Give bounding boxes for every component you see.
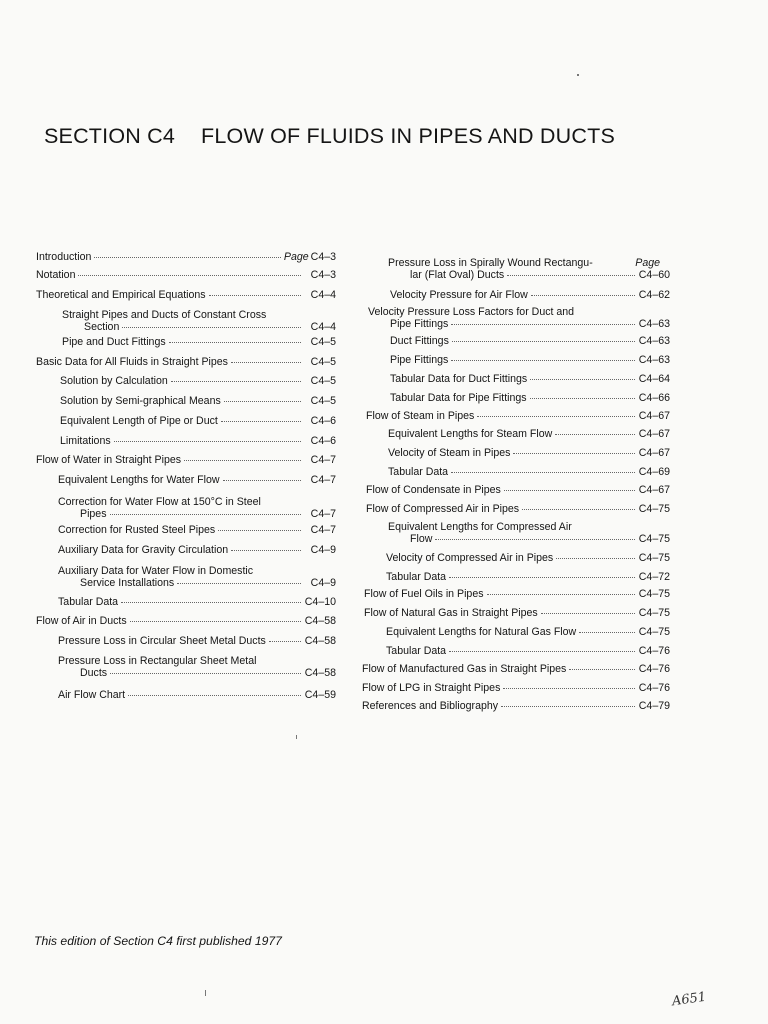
toc-entry-title: Ducts (80, 666, 108, 679)
toc-entry-title: Flow of Air in Ducts (36, 615, 127, 627)
toc-entry (360, 646, 670, 658)
dot-leader (169, 342, 301, 343)
toc-entry (360, 429, 670, 441)
toc-entry (36, 656, 336, 680)
toc-entry (360, 355, 670, 367)
dot-leader (171, 381, 301, 382)
toc-entry-title: Tabular Data (58, 596, 119, 608)
toc-entry-title: Pipe Fittings (390, 317, 449, 330)
toc-entry-page (638, 572, 670, 584)
dot-leader (507, 275, 635, 276)
toc-entry-title: Flow of Natural Gas in Straight Pipes (364, 607, 538, 619)
footer-note: This edition of Section C4 first published 1977 (34, 934, 282, 948)
page-number: C4–67 (638, 428, 670, 440)
toc-entry-page (638, 627, 670, 639)
toc-entry-title: Theoretical and Empirical Equations (36, 289, 206, 301)
dot-leader (110, 514, 302, 515)
toc-entry (36, 436, 336, 448)
toc-entry (360, 664, 670, 676)
toc-entry (36, 270, 336, 282)
scan-speck (577, 74, 579, 76)
toc-entry-page (304, 690, 336, 702)
dot-leader (130, 621, 301, 622)
page-number: C4–64 (638, 373, 670, 385)
page-number: C4–75 (638, 532, 670, 545)
toc-entry-page (304, 668, 336, 680)
toc-entry-page (304, 636, 336, 648)
toc-entry (36, 475, 336, 487)
page-number: C4–58 (304, 615, 336, 627)
toc-entry-page (304, 290, 336, 302)
toc-entry-title: Basic Data for All Fluids in Straight Pipes (36, 356, 228, 368)
toc-entry (36, 636, 336, 648)
toc-entry (36, 252, 336, 264)
toc-entry-title: Equivalent Lengths for Natural Gas Flow (386, 626, 577, 638)
toc-entry (360, 448, 670, 460)
page-number: C4–76 (638, 663, 670, 675)
toc-entry (36, 337, 336, 349)
scan-speck (296, 735, 297, 739)
page-number: C4–4 (310, 320, 336, 333)
toc-entry-title: Pressure Loss in Spirally Wound Rectangu- (388, 257, 593, 269)
toc-entry-title: Velocity of Compressed Air in Pipes (386, 552, 554, 564)
page-number: C4–59 (304, 689, 336, 701)
dot-leader (487, 594, 635, 595)
toc-entry-page (304, 578, 336, 590)
dot-leader (513, 453, 635, 454)
page-number: C4–4 (310, 289, 336, 301)
toc-entry-title: Pipes (80, 507, 107, 520)
toc-entry-page (638, 429, 670, 441)
toc-entry-page (304, 525, 336, 537)
toc-entry (360, 701, 670, 713)
toc-entry (360, 589, 670, 601)
toc-entry (36, 525, 336, 537)
toc-entry-page (638, 355, 670, 367)
toc-entry-page (638, 608, 670, 620)
toc-entry-page (638, 589, 670, 601)
page-number: C4–6 (310, 415, 336, 427)
toc-entry (36, 497, 336, 521)
dot-leader (579, 632, 635, 633)
toc-entry-title: Air Flow Chart (58, 689, 126, 701)
dot-leader (569, 669, 635, 670)
toc-entry (360, 522, 670, 546)
toc-entry-page (304, 396, 336, 408)
toc-entry-page (304, 597, 336, 609)
toc-entry-title: Introduction (36, 251, 92, 263)
page-number: C4–63 (638, 317, 670, 330)
page-number: C4–7 (310, 454, 336, 466)
dot-leader (451, 360, 635, 361)
page-number: C4–75 (638, 607, 670, 619)
toc-entry-title: Correction for Rusted Steel Pipes (58, 524, 216, 536)
toc-entry-page (284, 252, 336, 264)
toc-entry-title: Tabular Data for Duct Fittings (390, 373, 528, 385)
toc-entry-title: Tabular Data (386, 571, 447, 583)
page-number: C4–5 (310, 395, 336, 407)
toc-entry-page (638, 683, 670, 695)
page-number: C4–5 (310, 375, 336, 387)
toc-entry-title: Tabular Data for Pipe Fittings (390, 392, 527, 404)
toc-entry-page (304, 337, 336, 349)
dot-leader (452, 341, 635, 342)
toc-entry-page (638, 393, 670, 405)
dot-leader (451, 324, 635, 325)
toc-entry-title: Pipe and Duct Fittings (62, 336, 166, 348)
dot-leader (477, 416, 635, 417)
toc-entry-title: Velocity Pressure for Air Flow (390, 289, 528, 301)
toc-entry-title: Flow of Steam in Pipes (366, 410, 475, 422)
toc-entry (36, 597, 336, 609)
dot-leader (530, 379, 635, 380)
page-number: C4–3 (310, 251, 336, 263)
toc-entry-page (638, 374, 670, 386)
toc-entry-title: References and Bibliography (362, 700, 499, 712)
toc-entry-title: Auxiliary Data for Water Flow in Domestic (58, 565, 254, 577)
toc-entry-page (638, 485, 670, 497)
dot-leader (110, 673, 301, 674)
page-number: C4–6 (310, 435, 336, 447)
toc-entry (360, 393, 670, 405)
page-number: C4–10 (304, 596, 336, 608)
toc-entry-title: Flow of Manufactured Gas in Straight Pipes (362, 663, 567, 675)
toc-entry (360, 336, 670, 348)
toc-entry-title: Pressure Loss in Circular Sheet Metal Ducts (58, 635, 266, 647)
toc-entry-title: Flow of Compressed Air in Pipes (366, 503, 520, 515)
toc-entry (360, 290, 670, 302)
toc-entry (360, 411, 670, 423)
page-number: C4–9 (310, 576, 336, 589)
toc-entry-title: Flow (410, 532, 433, 545)
page-number: C4–76 (638, 645, 670, 657)
dot-leader (184, 460, 301, 461)
toc-entry-page (304, 357, 336, 369)
page-number: C4–3 (310, 269, 336, 281)
toc-entry (360, 627, 670, 639)
dot-leader (114, 441, 301, 442)
toc-entry-page (304, 376, 336, 388)
toc-entry (360, 553, 670, 565)
toc-entry (36, 416, 336, 428)
toc-entry-title: Solution by Semi-graphical Means (60, 395, 221, 407)
page-number: C4–63 (638, 354, 670, 366)
toc-entry (36, 357, 336, 369)
toc-entry-page (638, 290, 670, 302)
dot-leader (555, 434, 635, 435)
dot-leader (221, 421, 301, 422)
dot-leader (121, 602, 301, 603)
toc-entry (36, 310, 336, 334)
page-number: C4–5 (310, 336, 336, 348)
toc-entry-title: Solution by Calculation (60, 375, 168, 387)
page-number: C4–75 (638, 626, 670, 638)
toc-entry-page (638, 504, 670, 516)
toc-entry (36, 616, 336, 628)
toc-entry-page (638, 319, 670, 331)
toc-entry-page (304, 475, 336, 487)
handwritten-note: A651 (671, 989, 708, 1010)
toc-entry-page (304, 436, 336, 448)
dot-leader (501, 706, 635, 707)
dot-leader (451, 472, 635, 473)
toc-entry (36, 455, 336, 467)
page-number: C4–69 (638, 466, 670, 478)
dot-leader (223, 480, 301, 481)
toc-entry (360, 258, 670, 282)
page-number: C4–7 (310, 524, 336, 536)
toc-entry-title: Equivalent Lengths for Water Flow (58, 474, 220, 486)
page-number: C4–58 (304, 635, 336, 647)
toc-entry-title: Duct Fittings (390, 335, 449, 347)
toc-entry-page (304, 455, 336, 467)
toc-entry-title: Limitations (60, 435, 111, 447)
toc-entry-page (638, 534, 670, 546)
dot-leader (435, 539, 635, 540)
toc-entry-page (638, 448, 670, 460)
page-number: C4–7 (310, 474, 336, 486)
toc-entry (36, 376, 336, 388)
toc-entry (360, 467, 670, 479)
page-number: C4–58 (304, 666, 336, 679)
dot-leader (122, 327, 301, 328)
page-number: C4–75 (638, 588, 670, 600)
toc-entry (360, 504, 670, 516)
toc-entry-title: Service Installations (80, 576, 175, 589)
section-code: SECTION C4 (44, 124, 176, 148)
toc-entry-title: Equivalent Length of Pipe or Duct (60, 415, 218, 427)
dot-leader (78, 275, 301, 276)
page-number: C4–76 (638, 682, 670, 694)
page-number: C4–67 (638, 447, 670, 459)
toc-entry-page (304, 416, 336, 428)
toc-entry-title: Straight Pipes and Ducts of Constant Cross (62, 309, 267, 321)
toc-entry (360, 683, 670, 695)
page-number: C4–66 (638, 392, 670, 404)
page-number: C4–62 (638, 289, 670, 301)
toc-entry-title: Equivalent Lengths for Steam Flow (388, 428, 553, 440)
toc-entry-page (638, 270, 670, 282)
page-number: C4–5 (310, 356, 336, 368)
toc-entry (36, 566, 336, 590)
page-number: C4–63 (638, 335, 670, 347)
dot-leader (449, 577, 635, 578)
toc-entry-title: Flow of LPG in Straight Pipes (362, 682, 501, 694)
toc-entry-page (638, 336, 670, 348)
toc-entry-page (304, 509, 336, 521)
toc-entry-page (638, 467, 670, 479)
toc-entry-page (304, 270, 336, 282)
toc-entry (360, 572, 670, 584)
dot-leader (530, 398, 635, 399)
toc-entry-title: Correction for Water Flow at 150°C in Steel (58, 496, 261, 508)
toc-entry-title: Notation (36, 269, 76, 281)
toc-entry-title: Tabular Data (386, 645, 447, 657)
toc-entry-title: Pipe Fittings (390, 354, 449, 366)
toc-entry (360, 608, 670, 620)
dot-leader (531, 295, 635, 296)
dot-leader (177, 583, 301, 584)
toc-entry (360, 374, 670, 386)
section-title (44, 124, 615, 149)
dot-leader (94, 257, 281, 258)
toc-entry (36, 690, 336, 702)
dot-leader (504, 490, 635, 491)
page-column-heading: Page (635, 257, 660, 269)
dot-leader (503, 688, 635, 689)
page-label: Page (283, 251, 309, 263)
scan-speck (205, 990, 206, 996)
page-number: C4–60 (638, 268, 670, 281)
page-number: C4–79 (638, 700, 670, 712)
page-number: C4–67 (638, 484, 670, 496)
page-number: C4–7 (310, 507, 336, 520)
toc-entry-title: Velocity Pressure Loss Factors for Duct and (368, 306, 575, 318)
section-heading: FLOW OF FLUIDS IN PIPES AND DUCTS (201, 124, 615, 148)
toc-entry-page (304, 545, 336, 557)
dot-leader (128, 695, 301, 696)
toc-entry (360, 485, 670, 497)
toc-entry (36, 396, 336, 408)
toc-entry (360, 307, 670, 331)
page-number: C4–75 (638, 503, 670, 515)
page-number: C4–9 (310, 544, 336, 556)
toc-entry-title: Pressure Loss in Rectangular Sheet Metal (58, 655, 257, 667)
page-number: C4–75 (638, 552, 670, 564)
dot-leader (449, 651, 635, 652)
toc-entry-page (638, 701, 670, 713)
toc-entry-title: Section (84, 320, 120, 333)
toc-entry-title: Equivalent Lengths for Compressed Air (388, 521, 572, 533)
toc-entry-page (638, 553, 670, 565)
dot-leader (522, 509, 635, 510)
toc-entry-page (304, 322, 336, 334)
toc-entry-title: lar (Flat Oval) Ducts (410, 268, 505, 281)
toc-entry (36, 545, 336, 557)
toc-entry-title: Flow of Water in Straight Pipes (36, 454, 182, 466)
toc-entry-page (638, 411, 670, 423)
dot-leader (231, 362, 301, 363)
toc-entry-title: Velocity of Steam in Pipes (388, 447, 511, 459)
dot-leader (541, 613, 635, 614)
dot-leader (269, 641, 301, 642)
dot-leader (556, 558, 635, 559)
toc-entry-page (638, 664, 670, 676)
dot-leader (218, 530, 301, 531)
toc-entry (36, 290, 336, 302)
toc-entry-title: Flow of Fuel Oils in Pipes (364, 588, 484, 600)
dot-leader (224, 401, 301, 402)
toc-entry-title: Auxiliary Data for Gravity Circulation (58, 544, 229, 556)
dot-leader (231, 550, 301, 551)
toc-entry-title: Tabular Data (388, 466, 449, 478)
toc-entry-title: Flow of Condensate in Pipes (366, 484, 501, 496)
dot-leader (209, 295, 301, 296)
toc-entry-page (638, 646, 670, 658)
page-number: C4–72 (638, 571, 670, 583)
toc-entry-page (304, 616, 336, 628)
page-number: C4–67 (638, 410, 670, 422)
